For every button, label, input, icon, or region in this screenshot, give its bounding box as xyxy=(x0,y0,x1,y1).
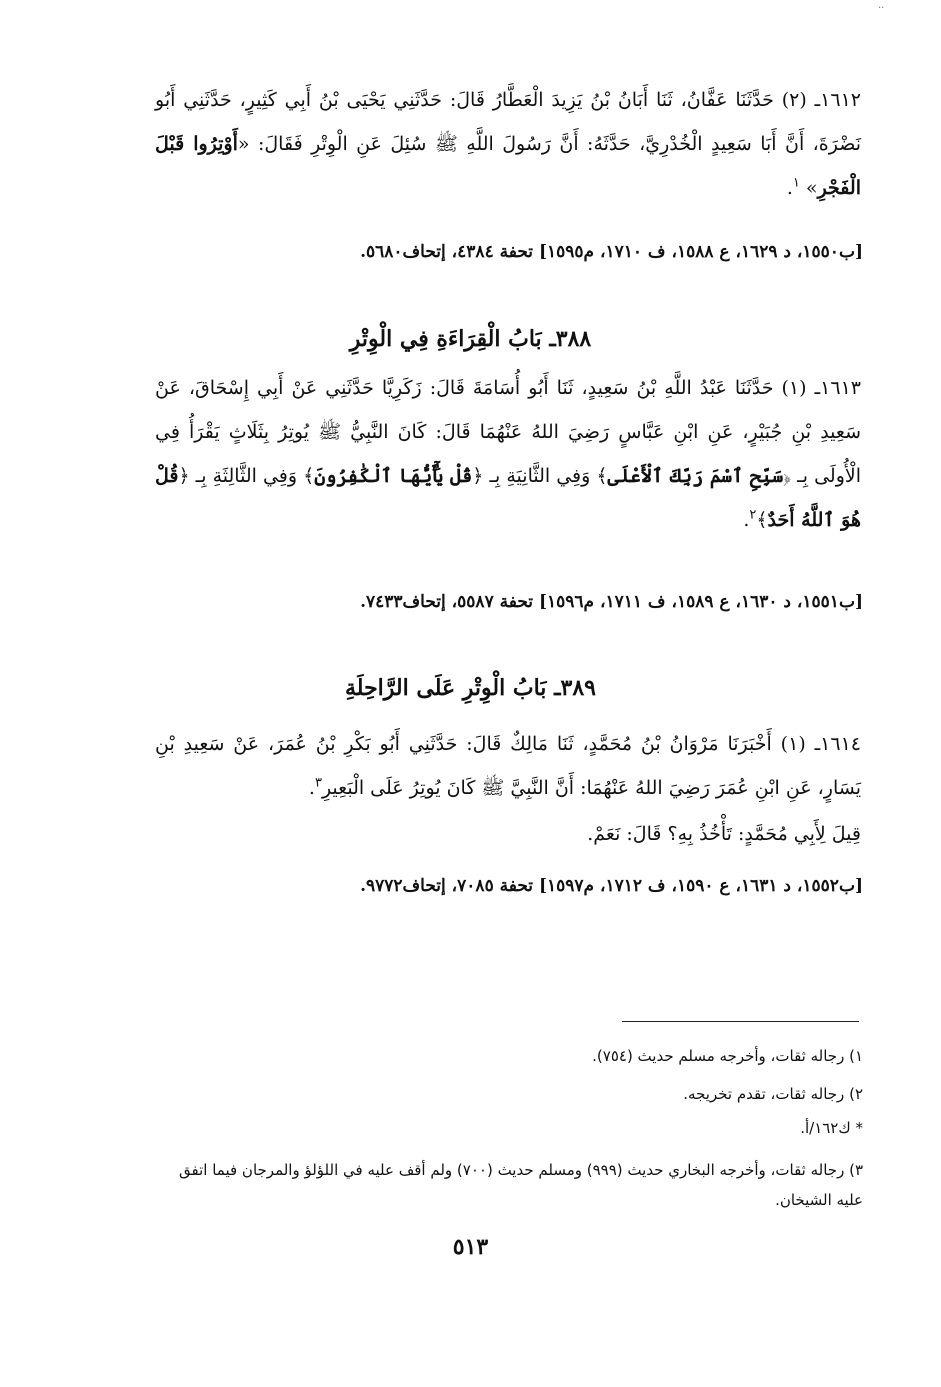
hadith-1614-references: [ب١٥٥٢، د ١٦٣١، ع ١٥٩٠، ف ١٧١٢، م١٥٩٧] تحفة ٧٠٨٥، إتحاف٩٧٧٢. xyxy=(360,876,863,896)
hadith-1612 xyxy=(155,78,861,210)
hadith-1614-text: ١٦١٤ـ (١) أَخْبَرَنَا مَرْوَانُ بْنُ مُحَمَّدٍ، ثَنَا مَالِكٌ قَالَ: حَدَّثَنِي أَبُو بَكْرِ بْنُ عُمَرَ، عَنْ سَعِيدِ بْنِ يَسَارٍ، عَنِ ابْنِ عُمَرَ رَضِيَ اللهُ عَنْهُمَا: أَنَّ النَّبِيَّ ﷺ كَانَ يُوتِرُ عَلَى الْبَعِيرِ xyxy=(155,733,861,799)
chapter-heading-389: ٣٨٩ـ بَابُ الْوِتْرِ عَلَى الرَّاحِلَةِ xyxy=(344,675,596,701)
hadith-1613-references: [ب١٥٥١، د ١٦٣٠، ع ١٥٨٩، ف ١٧١١، م١٥٩٦] تحفة ٥٥٨٧، إتحاف٧٤٣٣. xyxy=(360,592,863,612)
footnote-2: ٢) رجاله ثقات، تقدم تخريجه. xyxy=(683,1085,863,1103)
hadith-1614-question: قِيلَ لِأَبِي مُحَمَّدٍ: تَأْخُذُ بِهِ؟ قَالَ: نَعَمْ. xyxy=(587,823,861,845)
footnote-ref-2: ٢ xyxy=(749,507,757,523)
hadith-1614-tail: . xyxy=(308,777,315,799)
quran-verse-3: قُلْ هُوَ ٱللَّهُ أَحَدٌ xyxy=(155,465,861,531)
hadith-1612-bold-quote: أَوْتِرُوا قَبْلَ الْفَجْرِ xyxy=(155,133,861,199)
hadith-1613-quote-end: ﴾ xyxy=(756,509,768,531)
footnote-ref-1: ١ xyxy=(792,175,800,191)
hadith-1613 xyxy=(155,366,861,542)
hadith-1612-quote-end: » xyxy=(799,177,818,199)
hadith-1613-mid-2: ﴾ وَفِي الثَّالِثَةِ بِـ ﴿ xyxy=(178,465,315,487)
footnote-separator xyxy=(622,1021,859,1022)
footnote-ref-3: ٣ xyxy=(314,775,322,791)
hadith-1613-text: ١٦١٣ـ (١) حَدَّثَنَا عَبْدُ اللَّهِ بْنُ سَعِيدٍ، ثَنَا أَبُو أُسَامَةَ قَالَ: زَكَرِيَّا حَدَّثَنِي عَنْ أَبِي إِسْحَاقَ، عَنْ سَعِيدِ بْنِ جُبَيْرٍ، عَنِ ابْنِ عَبَّاسٍ رَضِيَ اللهُ عَنْهُمَا قَالَ: كَانَ النَّبِيُّ ﷺ يُوتِرُ بِثَلَاثٍ يَقْرَأُ فِي الْأُولَى بِـ ﴿ xyxy=(155,377,861,487)
page-number: ٥١٣ xyxy=(452,1234,489,1260)
footnote-1: ١) رجاله ثقات، وأخرجه مسلم حديث (٧٥٤). xyxy=(592,1047,863,1065)
hadith-1612-text: ١٦١٢ـ (٢) حَدَّثَنَا عَفَّانُ، ثَنَا أَبَانُ بْنُ يَزِيدَ الْعَطَّارُ قَالَ: حَدَّثَنِي يَحْيَى بْنُ أَبِي كَثِيرٍ، حَدَّثَنِي أَبُو نَضْرَةَ، أَنَّ أَبَا سَعِيدٍ الْخُدْرِيَّ، حَدَّثَهُ: أَنَّ رَسُولَ اللَّهِ ﷺ سُئِلَ عَنِ الْوِتْرِ فَقَالَ: « xyxy=(155,89,862,155)
hadith-1613-tail: . xyxy=(743,509,750,531)
hadith-1612-references: [ب١٥٥٠، د ١٦٢٩، ع ١٥٨٨، ف ١٧١٠، م١٥٩٥] تحفة ٤٣٨٤، إتحاف٥٦٨٠. xyxy=(360,242,863,262)
corner-mark: .. xyxy=(878,0,885,11)
footnote-marker: * ك١٦٢/أ. xyxy=(800,1119,863,1137)
quran-verse-1: سَبِّحِ ٱسْمَ رَبِّكَ ٱلْأَعْلَى xyxy=(607,465,784,487)
hadith-1612-tail: . xyxy=(786,177,793,199)
chapter-heading-388: ٣٨٨ـ بَابُ الْقِرَاءَةِ فِي الْوِتْرِ xyxy=(349,326,592,352)
footnote-3: ٣) رجاله ثقات، وأخرجه البخاري حديث (٩٩٩) ومسلم حديث (٧٠٠) ولم أقف عليه في اللؤلؤ والمرجان فيما اتفق عليه الشيخان. xyxy=(179,1161,863,1209)
hadith-1614 xyxy=(155,722,861,810)
hadith-1613-mid-1: ﴾ وَفِي الثَّانِيَةِ بِـ ﴿ xyxy=(472,465,608,487)
quran-verse-2: قُلْ يَٰٓأَيُّهَا ٱلْكَٰفِرُونَ xyxy=(314,465,473,487)
